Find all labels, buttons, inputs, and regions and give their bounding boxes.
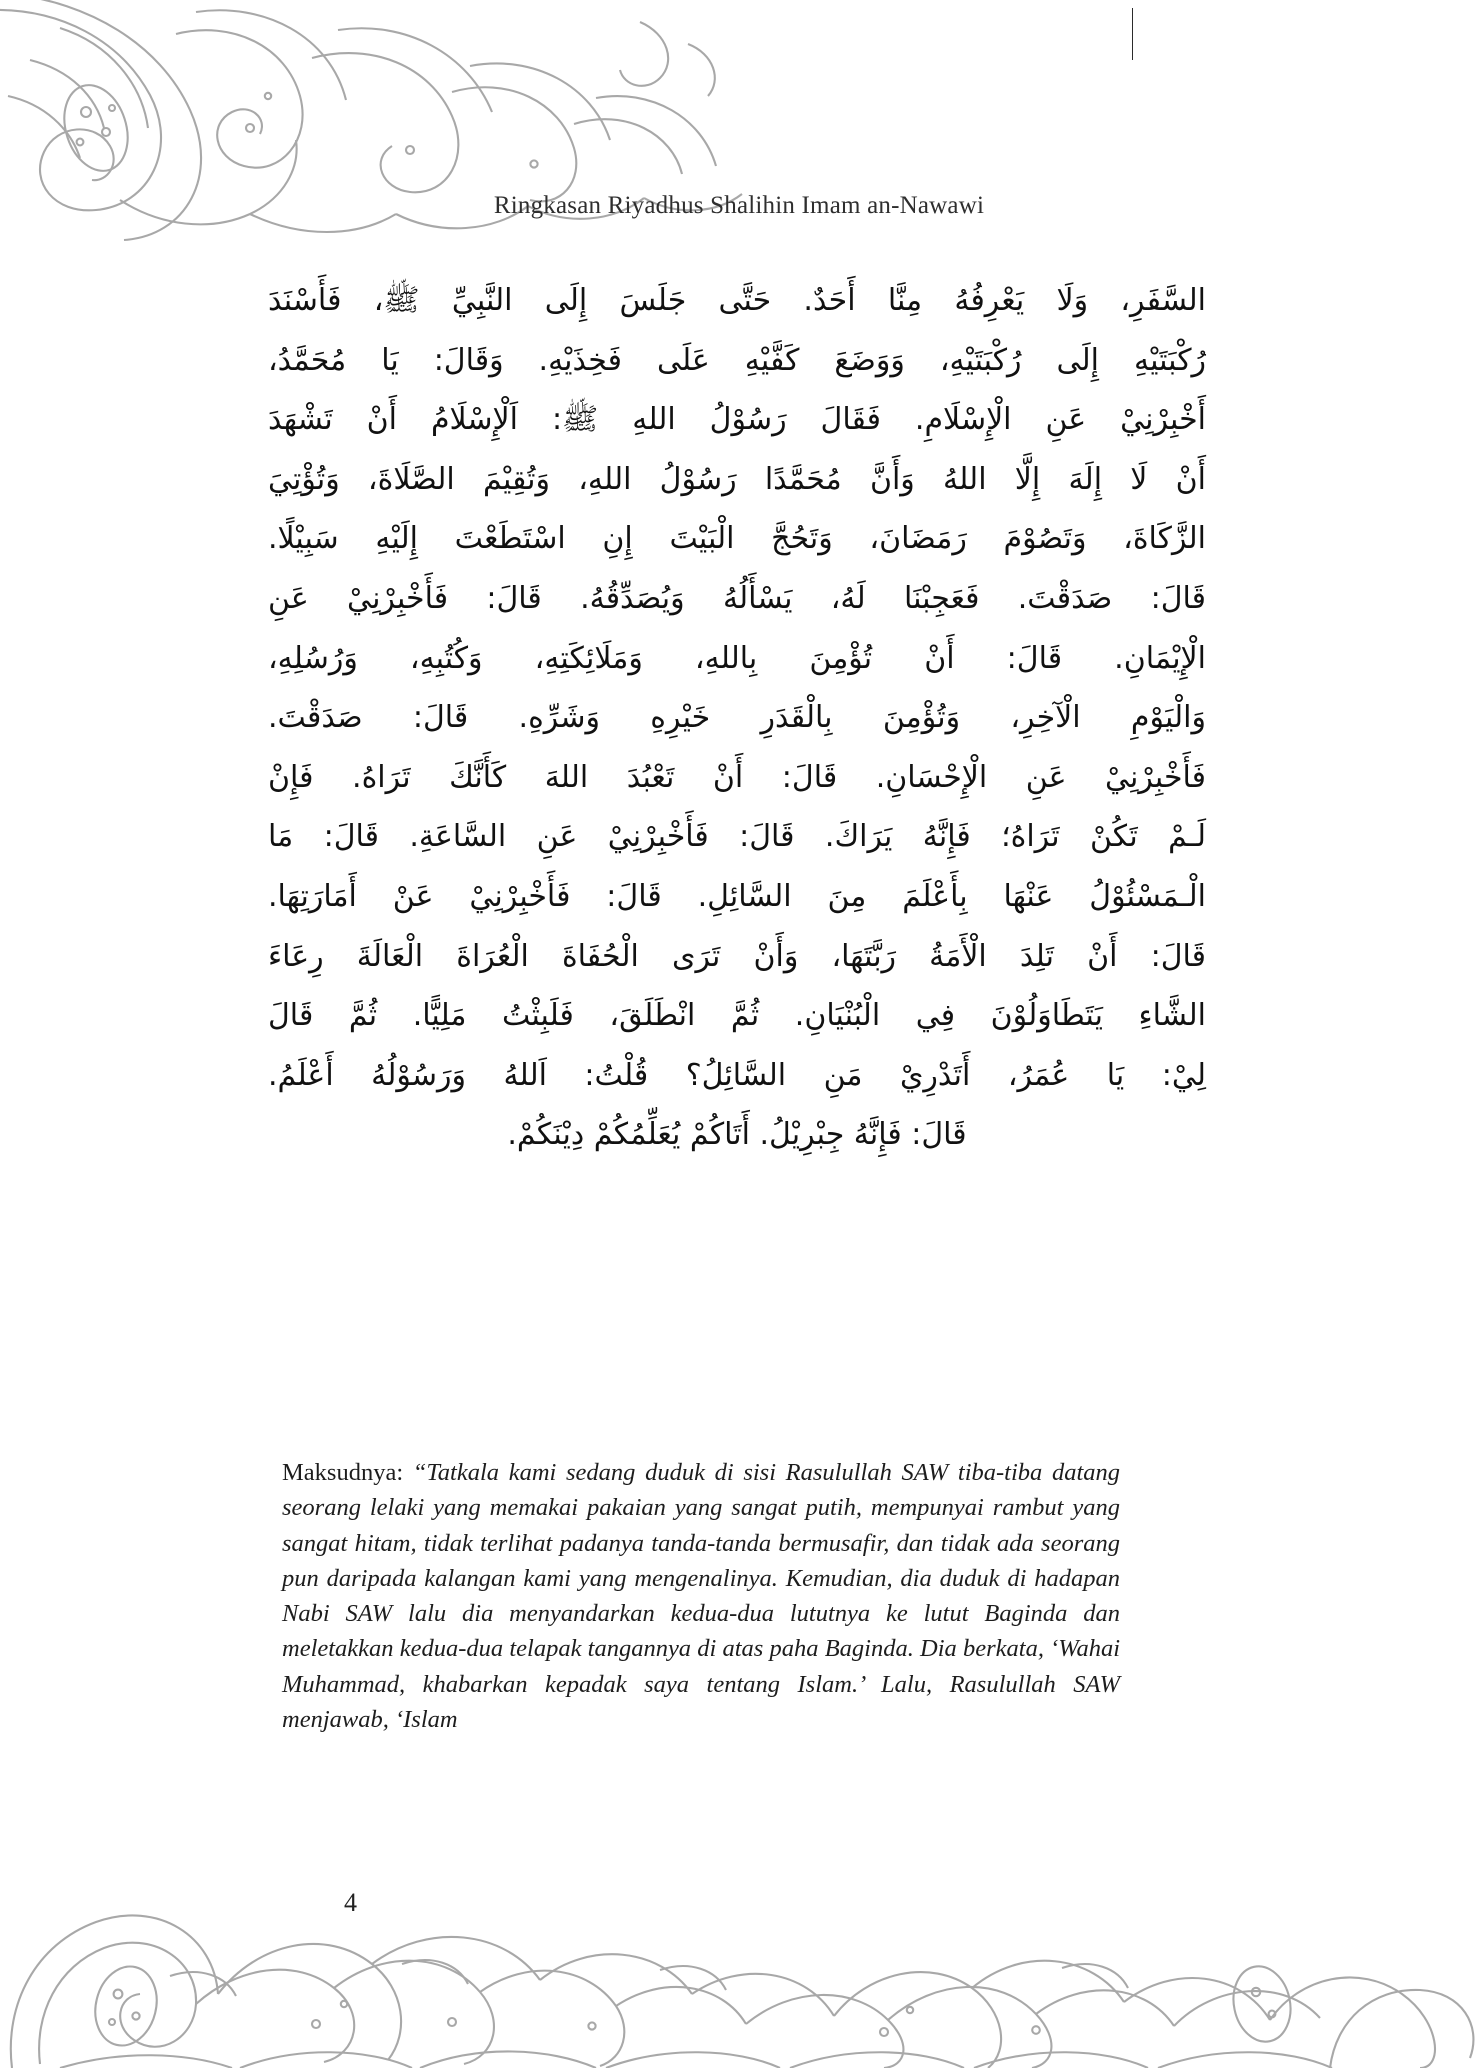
arabic-line: وَالْيَوْمِ الْآخِرِ، وَتُؤْمِنَ بِالْقَدَرِ خَيْرِهِ وَشَرِّهِ. قَالَ: صَدَقْتَ. <box>268 700 1206 736</box>
arabic-line: السَّفَرِ، وَلَا يَعْرِفُهُ مِنَّا أَحَدٌ. حَتَّى جَلَسَ إِلَى النَّبِيِّ ﷺ، فَأَسْنَدَ <box>268 283 1206 318</box>
translation-paragraph <box>282 1455 1120 1737</box>
running-head: Ringkasan Riyadhus Shalihin Imam an-Nawawi <box>493 192 985 219</box>
arabic-line: الْـمَسْئُوْلُ عَنْهَا بِأَعْلَمَ مِنَ السَّائِلِ. قَالَ: فَأَخْبِرْنِيْ عَنْ أَمَارَتِهَا. <box>268 878 1206 914</box>
arabic-line: الشَّاءِ يَتَطَاوَلُوْنَ فِي الْبُنْيَانِ. ثُمَّ انْطَلَقَ، فَلَبِثْتُ مَلِيًّا. ثُمَّ قَالَ <box>268 998 1206 1034</box>
arabic-line: قَالَ: أَنْ تَلِدَ الْأَمَةُ رَبَّتَهَا، وَأَنْ تَرَى الْحُفَاةَ الْعُرَاةَ الْعَالَةَ رِعَاءَ <box>268 938 1206 974</box>
arabic-line: فَأَخْبِرْنِيْ عَنِ الْإِحْسَانِ. قَالَ: أَنْ تَعْبُدَ اللهَ كَأَنَّكَ تَرَاهُ. فَإِنْ <box>268 759 1206 795</box>
paisley-footer-ornament-icon <box>0 1818 1478 2068</box>
arabic-hadith-text <box>268 272 1206 1166</box>
crop-mark <box>1132 8 1133 60</box>
arabic-line: أَنْ لَا إِلَهَ إِلَّا اللهُ وَأَنَّ مُحَمَّدًا رَسُوْلُ اللهِ، وَتُقِيْمَ الصَّلَاةَ، وَتُؤْتِيَ <box>268 461 1206 497</box>
translation-text: “Tatkala kami sedang duduk di sisi Rasulullah SAW tiba-tiba datang seorang lelaki yang memakai pakaian yang sangat putih, mempunyai rambut yang sangat hitam, tidak terlihat padanya tanda-tanda bermusafir, dan tidak ada seorang pun daripada kalangan kami yang mengenalinya. Kemudian, dia duduk di hadapan Nabi SAW lalu dia menyandarkan kedua-dua lututnya ke lutut Baginda dan meletakkan kedua-dua telapak tangannya di atas paha Baginda. Dia berkata, ‘Wahai Muhammad, khabarkan kepadak saya tentang Islam.’ Lalu, Rasulullah SAW menjawab, ‘Islam <box>282 1459 1121 1733</box>
arabic-line: الْإِيْمَانِ. قَالَ: أَنْ تُؤْمِنَ بِاللهِ، وَمَلَائِكَتِهِ، وَكُتُبِهِ، وَرُسُلِهِ، <box>268 640 1206 676</box>
paisley-ornament-icon <box>0 0 820 260</box>
arabic-line: لَـمْ تَكُنْ تَرَاهُ؛ فَإِنَّهُ يَرَاكَ. قَالَ: فَأَخْبِرْنِيْ عَنِ السَّاعَةِ. قَالَ: مَا <box>268 819 1206 855</box>
arabic-line: قَالَ: فَإِنَّهُ جِبْرِيْلُ. أَتَاكُمْ يُعَلِّمُكُمْ دِيْنَكُمْ. <box>507 1117 967 1153</box>
page-number: 4 <box>344 1888 357 1917</box>
translation-label: Maksudnya: <box>282 1459 404 1486</box>
arabic-line: الزَّكَاةَ، وَتَصُوْمَ رَمَضَانَ، وَتَحُجَّ الْبَيْتَ إِنِ اسْتَطَعْتَ إِلَيْهِ سَبِيْلًا. <box>268 521 1206 557</box>
arabic-line: رُكْبَتَيْهِ إِلَى رُكْبَتَيْهِ، وَوَضَعَ كَفَّيْهِ عَلَى فَخِذَيْهِ. وَقَالَ: يَا مُحَمَّدُ، <box>268 342 1206 378</box>
arabic-line: قَالَ: صَدَقْتَ. فَعَجِبْنَا لَهُ، يَسْأَلُهُ وَيُصَدِّقُهُ. قَالَ: فَأَخْبِرْنِيْ عَنِ <box>268 580 1206 616</box>
arabic-line: لِيْ: يَا عُمَرُ، أَتَدْرِيْ مَنِ السَّائِلُ؟ قُلْتُ: اَللهُ وَرَسُوْلُهُ أَعْلَمُ. <box>268 1057 1206 1093</box>
arabic-line: أَخْبِرْنِيْ عَنِ الْإِسْلَامِ. فَقَالَ رَسُوْلُ اللهِ ﷺ: اَلْإِسْلَامُ أَنْ تَشْهَدَ <box>268 402 1206 438</box>
